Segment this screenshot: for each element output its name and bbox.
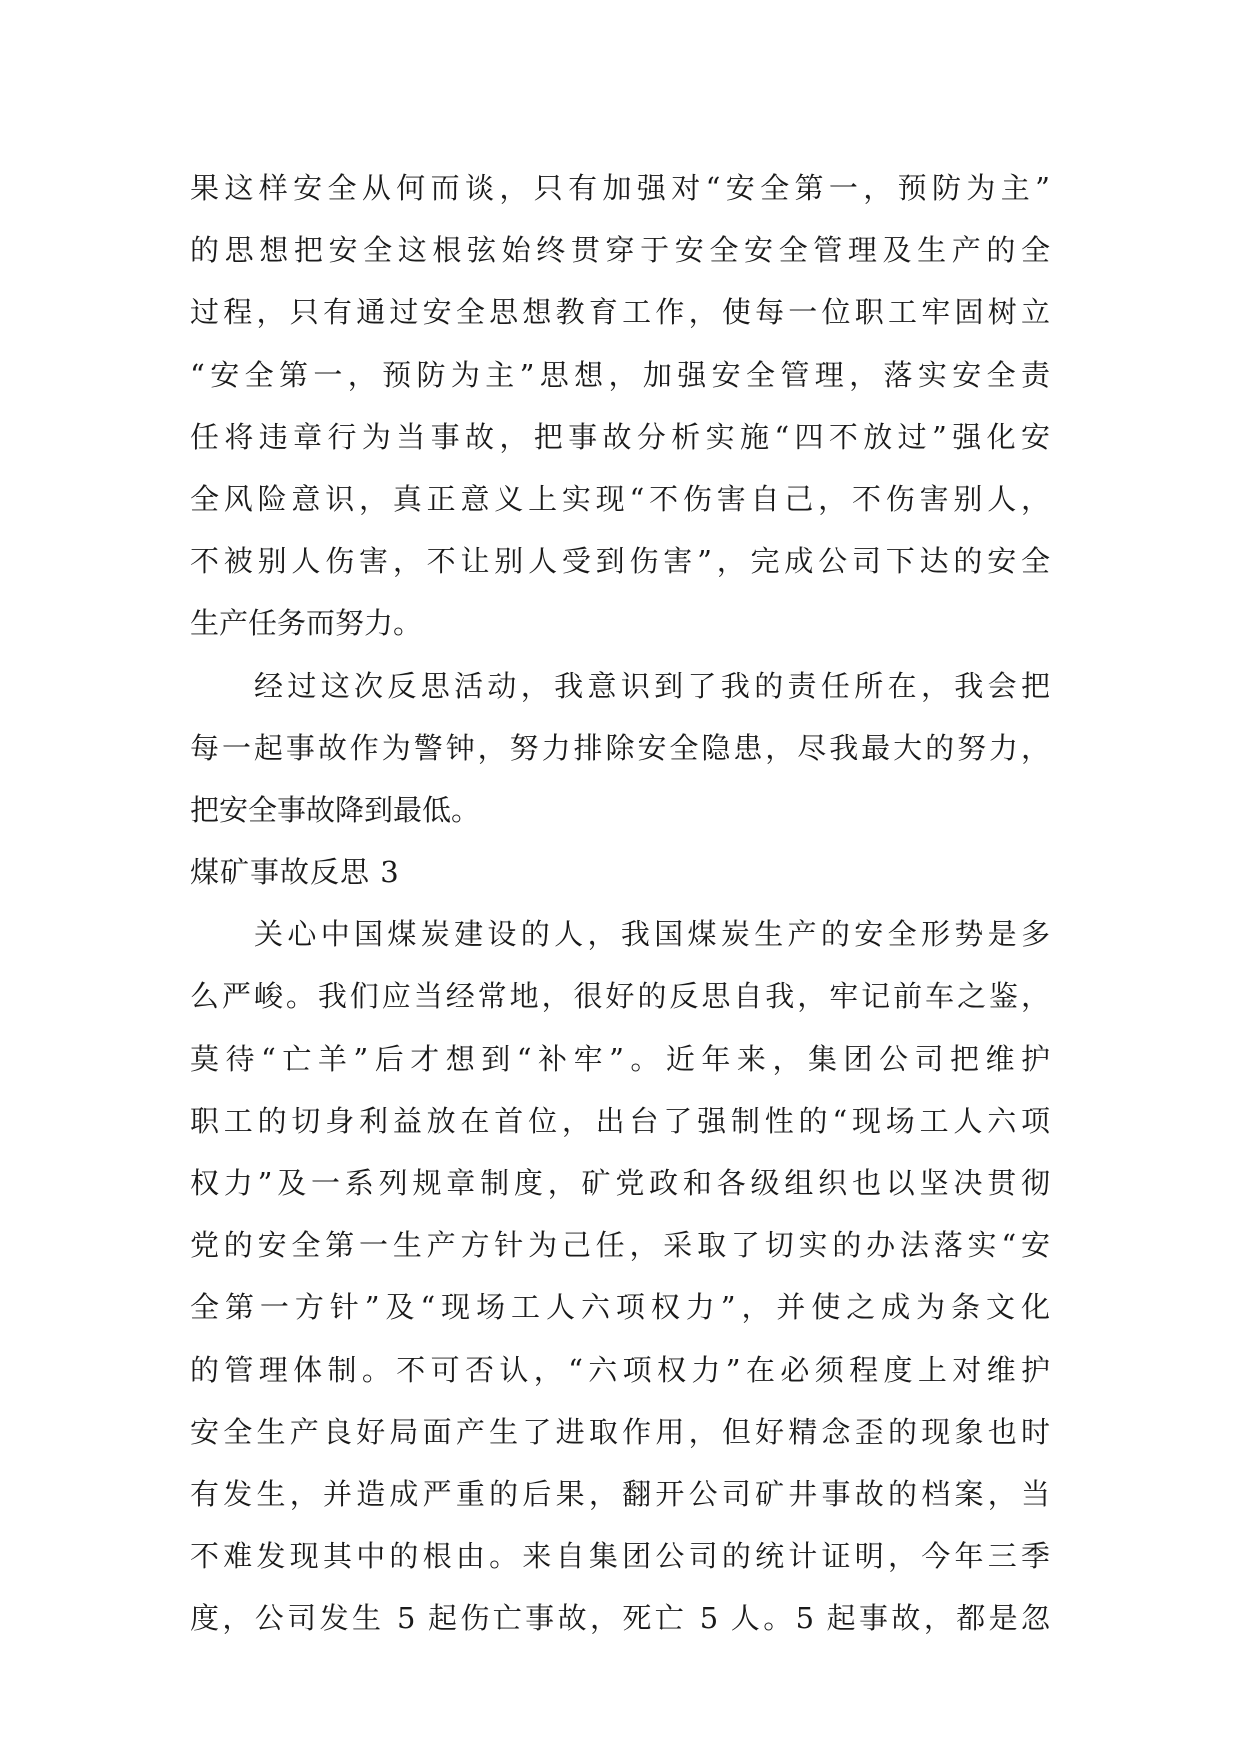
paragraph-2-line-2: 每一起事故作为警钟，努力排除安全隐患，尽我最大的努力， bbox=[190, 730, 1050, 765]
paragraph-3-line-11: 不难发现其中的根由。来自集团公司的统计证明，今年三季 bbox=[190, 1539, 1050, 1574]
paragraph-2-line-1: 经过这次反思活动，我意识到了我的责任所在，我会把 bbox=[254, 668, 1050, 703]
paragraph-3-line-10: 有发生，并造成严重的后果，翻开公司矿井事故的档案，当 bbox=[190, 1476, 1050, 1511]
paragraph-1-line-2: 的思想把安全这根弦始终贯穿于安全安全管理及生产的全 bbox=[190, 233, 1050, 268]
paragraph-3-line-1: 关心中国煤炭建设的人，我国煤炭生产的安全形势是多 bbox=[254, 917, 1050, 952]
section-heading: 煤矿事故反思 3 bbox=[190, 855, 400, 890]
paragraph-1-line-3: 过程，只有通过安全思想教育工作，使每一位职工牢固树立 bbox=[190, 295, 1050, 330]
paragraph-3-line-7: 全第一方针”及“现场工人六项权力”，并使之成为条文化 bbox=[190, 1290, 1050, 1325]
paragraph-1-line-4: “安全第一，预防为主”思想，加强安全管理，落实安全责 bbox=[190, 357, 1050, 392]
paragraph-1-line-1: 果这样安全从何而谈，只有加强对“安全第一，预防为主” bbox=[190, 171, 1050, 205]
paragraph-1-line-7: 不被别人伤害，不让别人受到伤害”，完成公司下达的安全 bbox=[190, 544, 1050, 579]
paragraph-3-line-2: 么严峻。我们应当经常地，很好的反思自我，牢记前车之鉴， bbox=[190, 979, 1050, 1014]
paragraph-3-line-4: 职工的切身利益放在首位，出台了强制性的“现场工人六项 bbox=[190, 1103, 1050, 1138]
paragraph-3-line-9: 安全生产良好局面产生了进取作用，但好精念歪的现象也时 bbox=[190, 1414, 1050, 1449]
paragraph-1-line-6: 全风险意识，真正意义上实现“不伤害自己，不伤害别人， bbox=[190, 481, 1050, 516]
paragraph-2-line-3: 把安全事故降到最低。 bbox=[190, 792, 481, 827]
document-body bbox=[190, 157, 1050, 1650]
paragraph-3-line-6: 党的安全第一生产方针为己任，采取了切实的办法落实“安 bbox=[190, 1228, 1050, 1263]
paragraph-1-line-5: 任将违章行为当事故，把事故分析实施“四不放过”强化安 bbox=[190, 419, 1050, 454]
paragraph-3-line-12: 度，公司发生 5 起伤亡事故，死亡 5 人。5 起事故，都是忽 bbox=[190, 1601, 1050, 1636]
paragraph-3-line-8: 的管理体制。不可否认，“六项权力”在必须程度上对维护 bbox=[190, 1352, 1050, 1387]
paragraph-3-line-5: 权力”及一系列规章制度，矿党政和各级组织也以坚决贯彻 bbox=[190, 1166, 1050, 1200]
paragraph-1-line-8: 生产任务而努力。 bbox=[190, 606, 423, 641]
paragraph-3-line-3: 莫待“亡羊”后才想到“补牢”。近年来，集团公司把维护 bbox=[190, 1041, 1050, 1076]
